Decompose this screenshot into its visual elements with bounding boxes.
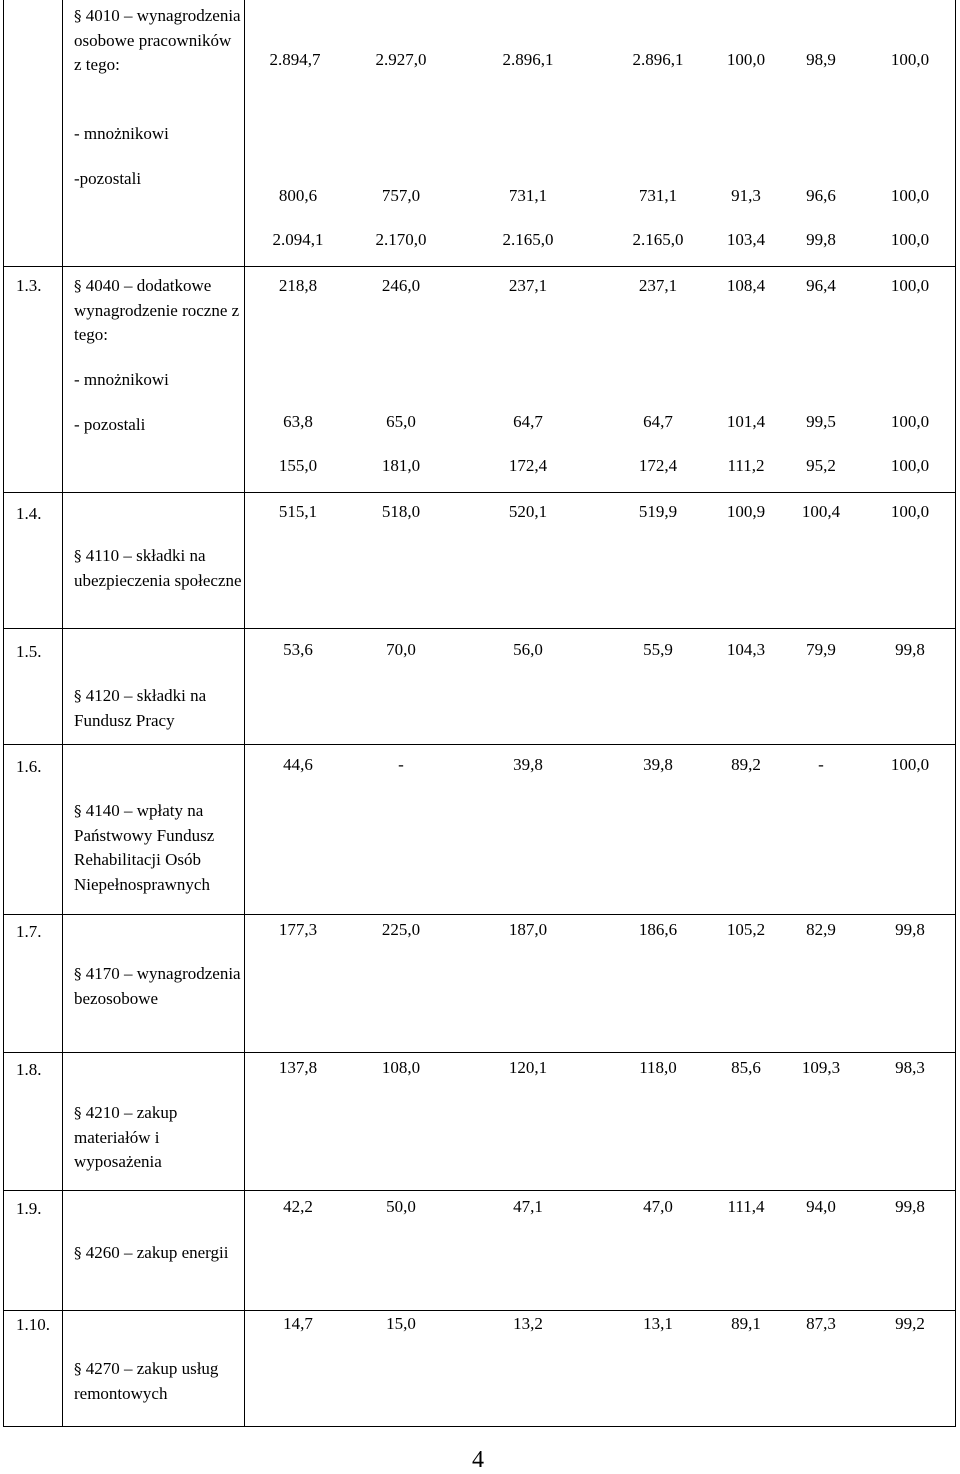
row-label-4170: § 4170 – wynagrodzenia bezosobowe (74, 964, 241, 1008)
subrow-value: 2.165,0 (632, 230, 684, 249)
row-label-4110: § 4110 – składki na ubezpieczenia społeczne (74, 546, 242, 590)
subrow-value: 172,4 (638, 456, 678, 475)
subrow-value: 65,0 (386, 412, 416, 431)
subrow-value: 96,6 (806, 186, 836, 205)
row-4140-value: 100,0 (890, 755, 930, 774)
row-4010-value: 2.927,0 (375, 50, 427, 69)
subrow-value: 800,6 (278, 186, 318, 205)
table-row-divider (3, 1310, 956, 1311)
row-number: 1.8. (16, 1060, 42, 1079)
subrow-value: 64,7 (513, 412, 543, 431)
table-left-border (3, 0, 4, 1426)
row-4010-value: 2.896,1 (632, 50, 684, 69)
subrow-label: - mnożnikowi (74, 124, 169, 143)
row-4010-value: 100,0 (890, 50, 930, 69)
row-4270-value: 13,2 (513, 1314, 543, 1333)
row-4040-value: 218,8 (278, 276, 318, 295)
row-4270-value: 14,7 (283, 1314, 313, 1333)
row-4210-value: 98,3 (895, 1058, 925, 1077)
row-4040-value: 246,0 (381, 276, 421, 295)
row-number: 1.6. (16, 757, 42, 776)
subrow-value: 731,1 (508, 186, 548, 205)
row-4120-value: 104,3 (726, 640, 766, 659)
row-4260-value: 47,1 (513, 1197, 543, 1216)
subrow-label: - mnożnikowi (74, 370, 169, 389)
paragraph-symbol: § (74, 1360, 82, 1378)
row-4260-value: 47,0 (643, 1197, 673, 1216)
subrow-value: 99,8 (806, 230, 836, 249)
paragraph-symbol: § (74, 1104, 82, 1122)
row-number: 1.9. (16, 1199, 42, 1218)
paragraph-symbol: § (74, 965, 82, 983)
row-4270-value: 87,3 (806, 1314, 836, 1333)
row-4170-value: 99,8 (895, 920, 925, 939)
subrow-value: 103,4 (726, 230, 766, 249)
paragraph-symbol: § (74, 547, 82, 565)
row-4110-value: 515,1 (278, 502, 318, 521)
subrow-label: -pozostali (74, 169, 142, 188)
subrow-value: 155,0 (278, 456, 318, 475)
row-4110-value: 520,1 (508, 502, 548, 521)
subrow-value: 181,0 (381, 456, 421, 475)
row-4140-value: 44,6 (283, 755, 313, 774)
row-4010-value: 2.894,7 (269, 50, 321, 69)
row-4140-value: 39,8 (643, 755, 673, 774)
subrow-value: 91,3 (731, 186, 761, 205)
table-column-divider (244, 0, 245, 1426)
table-row-divider (3, 1052, 956, 1053)
subrow-value: 99,5 (806, 412, 836, 431)
subrow-value: 63,8 (283, 412, 313, 431)
row-4010-value: 2.896,1 (502, 50, 554, 69)
table-row-divider (3, 492, 956, 493)
table-right-border (955, 0, 956, 1426)
row-label-4270: § 4270 – zakup usług remontowych (74, 1359, 219, 1403)
row-4010-value: 100,0 (726, 50, 766, 69)
table-row-divider (3, 266, 956, 267)
row-4120-value: 56,0 (513, 640, 543, 659)
row-4210-value: 109,3 (801, 1058, 841, 1077)
row-number: 1.7. (16, 922, 42, 941)
page-number: 4 (472, 1447, 484, 1473)
subrow-value: 100,0 (890, 186, 930, 205)
paragraph-symbol: § (74, 802, 82, 820)
row-4140-value: 39,8 (513, 755, 543, 774)
row-4120-value: 70,0 (386, 640, 416, 659)
row-4040-value: 237,1 (508, 276, 548, 295)
row-4270-value: 99,2 (895, 1314, 925, 1333)
row-4170-value: 177,3 (278, 920, 318, 939)
table-row-divider (3, 628, 956, 629)
row-4170-value: 82,9 (806, 920, 836, 939)
row-4110-value: 100,9 (726, 502, 766, 521)
subrow-value: 2.165,0 (502, 230, 554, 249)
row-4120-value: 53,6 (283, 640, 313, 659)
row-label-4010: § 4010 – wynagrodzenia osobowe pracowników z tego: (74, 6, 241, 74)
row-4120-value: 99,8 (895, 640, 925, 659)
row-number: 1.5. (16, 642, 42, 661)
subrow-value: 101,4 (726, 412, 766, 431)
row-4040-value: 237,1 (638, 276, 678, 295)
row-4120-value: 79,9 (806, 640, 836, 659)
subrow-label: - pozostali (74, 415, 146, 434)
row-4110-value: 519,9 (638, 502, 678, 521)
row-4170-value: 186,6 (638, 920, 678, 939)
subrow-value: 2.094,1 (272, 230, 324, 249)
row-4140-value: 89,2 (731, 755, 761, 774)
row-label-4260: § 4260 – zakup energii (74, 1243, 229, 1262)
subrow-value: 100,0 (890, 230, 930, 249)
row-4110-value: 518,0 (381, 502, 421, 521)
row-4140-value: - (818, 755, 824, 774)
row-4040-value: 100,0 (890, 276, 930, 295)
paragraph-symbol: § (74, 1244, 82, 1262)
paragraph-symbol: § (74, 7, 82, 25)
row-4210-value: 118,0 (639, 1058, 677, 1077)
row-label-4040: § 4040 – dodatkowe wynagrodzenie roczne z tego: (74, 276, 240, 344)
subrow-value: 100,0 (890, 456, 930, 475)
table-column-divider (62, 0, 63, 1426)
row-4010-value: 98,9 (806, 50, 836, 69)
paragraph-symbol: § (74, 277, 82, 295)
subrow-value: 2.170,0 (375, 230, 427, 249)
row-4260-value: 50,0 (386, 1197, 416, 1216)
table-row-divider (3, 744, 956, 745)
paragraph-symbol: § (74, 687, 82, 705)
row-4260-value: 99,8 (895, 1197, 925, 1216)
row-4210-value: 85,6 (731, 1058, 761, 1077)
subrow-value: 757,0 (381, 186, 421, 205)
table-row-divider (3, 1190, 956, 1191)
row-4170-value: 187,0 (508, 920, 548, 939)
row-4110-value: 100,0 (890, 502, 930, 521)
row-4270-value: 89,1 (731, 1314, 761, 1333)
row-4170-value: 225,0 (381, 920, 421, 939)
row-label-4120: § 4120 – składki na Fundusz Pracy (74, 686, 207, 730)
subrow-value: 100,0 (890, 412, 930, 431)
row-number: 1.10. (16, 1315, 50, 1334)
row-4040-value: 96,4 (806, 276, 836, 295)
row-4110-value: 100,4 (801, 502, 841, 521)
subrow-value: 731,1 (638, 186, 678, 205)
row-4260-value: 94,0 (806, 1197, 836, 1216)
row-4140-value: - (398, 755, 404, 774)
row-label-4210: § 4210 – zakup materiałów i wyposażenia (74, 1103, 178, 1171)
row-4270-value: 13,1 (643, 1314, 673, 1333)
row-4210-value: 137,8 (278, 1058, 318, 1077)
table-row-divider (3, 914, 956, 915)
row-label-4140: § 4140 – wpłaty na Państwowy Fundusz Rehabilitacji Osób Niepełnosprawnych (74, 801, 215, 894)
row-4170-value: 105,2 (726, 920, 766, 939)
row-number: 1.3. (16, 276, 42, 295)
row-number: 1.4. (16, 504, 42, 523)
row-4260-value: 111,4 (727, 1197, 765, 1216)
row-4260-value: 42,2 (283, 1197, 313, 1216)
row-4210-value: 108,0 (381, 1058, 421, 1077)
subrow-value: 172,4 (508, 456, 548, 475)
subrow-value: 111,2 (727, 456, 765, 475)
row-4120-value: 55,9 (643, 640, 673, 659)
subrow-value: 64,7 (643, 412, 673, 431)
row-4040-value: 108,4 (726, 276, 766, 295)
subrow-value: 95,2 (806, 456, 836, 475)
table-bottom-border (3, 1426, 956, 1427)
row-4270-value: 15,0 (386, 1314, 416, 1333)
row-4210-value: 120,1 (508, 1058, 548, 1077)
